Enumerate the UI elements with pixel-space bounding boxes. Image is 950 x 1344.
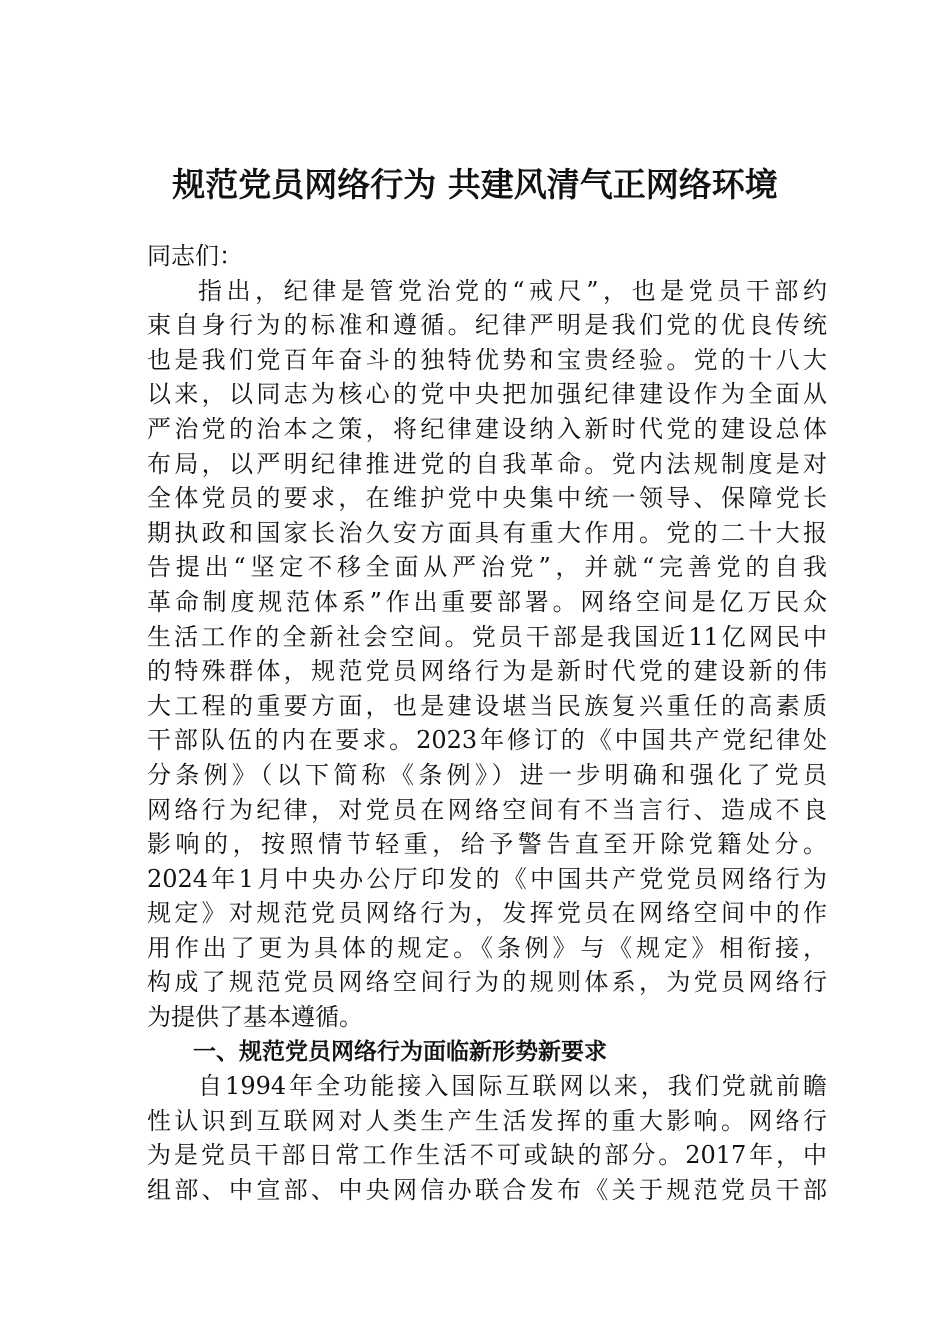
section-heading: 一、规范党员网络行为面临新形势新要求 [193, 1038, 607, 1065]
paragraph-line: 网络行为纪律，对党员在网络空间有不当言行、造成不良 [147, 795, 827, 824]
paragraph-line: 布局，以严明纪律推进党的自我革命。党内法规制度是对 [147, 449, 827, 478]
paragraph-line: 用作出了更为具体的规定。《条例》与《规定》相衔接， [147, 933, 827, 962]
document-title: 规范党员网络行为 共建风清气正网络环境 [172, 165, 778, 204]
paragraph-line: 大工程的重要方面，也是建设堪当民族复兴重任的高素质 [147, 691, 827, 720]
paragraph-line: 指出，纪律是管党治党的“戒尺”，也是党员干部约 [198, 276, 827, 305]
paragraph-line: 干部队伍的内在要求。2023年修订的《中国共产党纪律处 [147, 726, 827, 755]
paragraph-line: 规定》对规范党员网络行为，发挥党员在网络空间中的作 [147, 899, 827, 928]
paragraph-line: 生活工作的全新社会空间。党员干部是我国近11亿网民中 [147, 622, 827, 651]
paragraph-line: 的特殊群体，规范党员网络行为是新时代党的建设新的伟 [147, 657, 827, 686]
paragraph-line: 影响的，按照情节轻重，给予警告直至开除党籍处分。 [147, 830, 827, 859]
paragraph-line: 以来，以同志为核心的党中央把加强纪律建设作为全面从 [147, 380, 827, 409]
paragraph-line: 2024年1月中央办公厅印发的《中国共产党党员网络行为 [147, 864, 827, 893]
salutation: 同志们： [147, 242, 243, 270]
paragraph-line: 为是党员干部日常工作生活不可或缺的部分。2017年，中 [147, 1141, 827, 1170]
paragraph-line: 严治党的治本之策，将纪律建设纳入新时代党的建设总体 [147, 414, 827, 443]
paragraph-line: 束自身行为的标准和遵循。纪律严明是我们党的优良传统 [147, 311, 827, 340]
paragraph-line: 构成了规范党员网络空间行为的规则体系，为党员网络行 [147, 968, 827, 997]
paragraph-line: 组部、中宣部、中央网信办联合发布《关于规范党员干部 [147, 1176, 827, 1205]
paragraph-line: 为提供了基本遵循。 [147, 1003, 363, 1032]
paragraph-line: 也是我们党百年奋斗的独特优势和宝贵经验。党的十八大 [147, 345, 827, 374]
paragraph-line: 全体党员的要求，在维护党中央集中统一领导、保障党长 [147, 484, 827, 513]
document-body [147, 239, 827, 1208]
paragraph-line: 告提出“坚定不移全面从严治党”，并就“完善党的自我 [147, 553, 827, 582]
paragraph-line: 期执政和国家长治久安方面具有重大作用。党的二十大报 [147, 518, 827, 547]
paragraph-line: 自1994年全功能接入国际互联网以来，我们党就前瞻 [198, 1072, 827, 1101]
paragraph-line: 分条例》（以下简称《条例》）进一步明确和强化了党员 [147, 760, 827, 789]
paragraph-line: 革命制度规范体系”作出重要部署。网络空间是亿万民众 [147, 587, 827, 616]
paragraph-line: 性认识到互联网对人类生产生活发挥的重大影响。网络行 [147, 1106, 827, 1135]
